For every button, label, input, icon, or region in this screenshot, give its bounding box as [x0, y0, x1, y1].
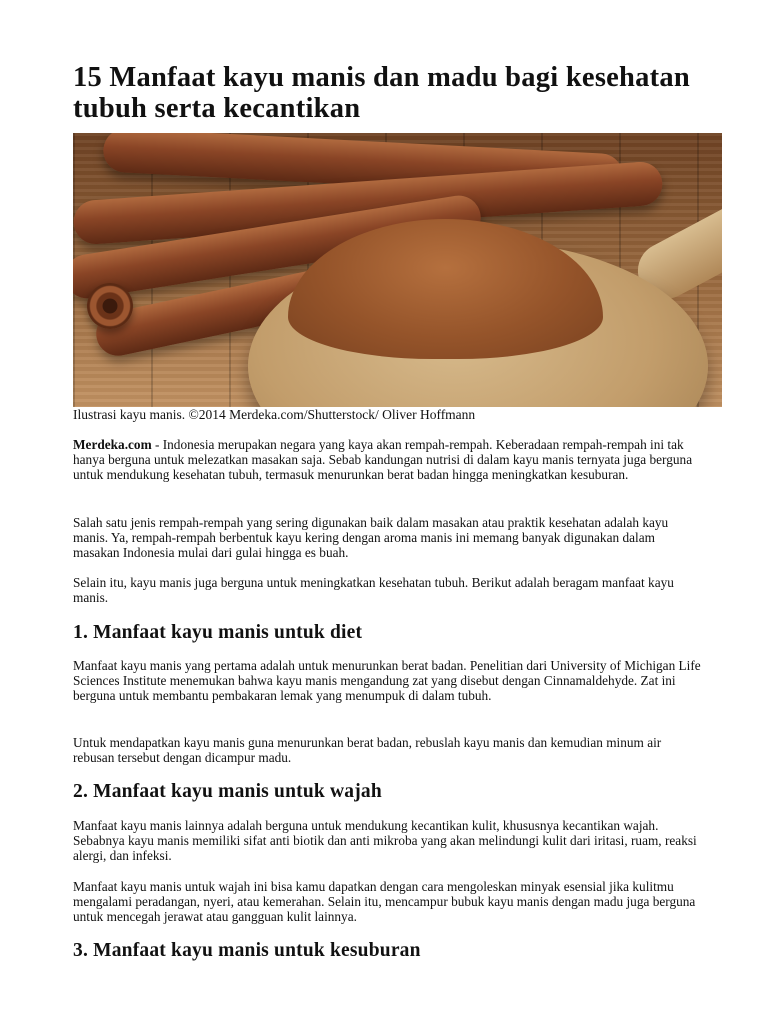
paragraph: Selain itu, kayu manis juga berguna untuk meningkatkan kesehatan tubuh. Berikut adalah beragam manfaat kayu manis.	[73, 575, 674, 605]
section-paragraph: Manfaat kayu manis lainnya adalah berguna untuk mendukung kecantikan kulit, khususnya kecantikan wajah. Sebabnya kayu manis memiliki sifat anti biotik dan anti mikroba yang akan melindungi kulit dari iritasi, ruam, reaksi alergi, dan infeksi.	[73, 818, 697, 863]
intro-paragraph	[73, 437, 703, 482]
section-heading: 1. Manfaat kayu manis untuk diet	[73, 622, 363, 643]
article-title: 15 Manfaat kayu manis dan madu bagi kesehatan tubuh serta kecantikan	[73, 62, 691, 124]
cinnamon-photo	[73, 133, 722, 407]
image-caption: Ilustrasi kayu manis. ©2014 Merdeka.com/Shutterstock/ Oliver Hoffmann	[73, 407, 476, 422]
intro-text: - Indonesia merupakan negara yang kaya akan rempah-rempah. Keberadaan rempah-rempah ini tak hanya berguna untuk melezatkan masakan saja. Sebab kandungan nutrisi di dalam kayu manis ternyata juga berguna untuk mendukung kesehatan tubuh, termasuk menurunkan berat badan hingga meningkatkan kesuburan.	[73, 437, 693, 482]
cinnamon-stick-end	[87, 283, 133, 329]
source-name: Merdeka.com	[73, 437, 152, 452]
section-paragraph: Untuk mendapatkan kayu manis guna menurunkan berat badan, rebuslah kayu manis dan kemudian minum air rebusan tersebut dengan dicampur madu.	[73, 735, 662, 765]
section-heading: 2. Manfaat kayu manis untuk wajah	[73, 781, 382, 802]
paragraph: Salah satu jenis rempah-rempah yang sering digunakan baik dalam masakan atau praktik kesehatan adalah kayu manis. Ya, rempah-rempah berbentuk kayu kering dengan aroma manis ini memang banyak digunakan dalam masakan Indonesia mulai dari gulai hingga es buah.	[73, 515, 669, 560]
section-paragraph: Manfaat kayu manis yang pertama adalah untuk menurunkan berat badan. Penelitian dari University of Michigan Life Sciences Institute menemukan bahwa kayu manis mengandung zat yang disebut dengan Cinnamaldehyde. Zat ini berguna untuk membantu pembakaran lemak yang menumpuk di dalam tubuh.	[73, 658, 701, 703]
section-paragraph: Manfaat kayu manis untuk wajah ini bisa kamu dapatkan dengan cara mengoleskan minyak esensial jika kulitmu mengalami peradangan, nyeri, atau kemerahan. Selain itu, mencampur bubuk kayu manis dengan madu juga berguna untuk mencegah jerawat atau gangguan kulit lainnya.	[73, 879, 696, 924]
section-heading: 3. Manfaat kayu manis untuk kesuburan	[73, 940, 421, 961]
